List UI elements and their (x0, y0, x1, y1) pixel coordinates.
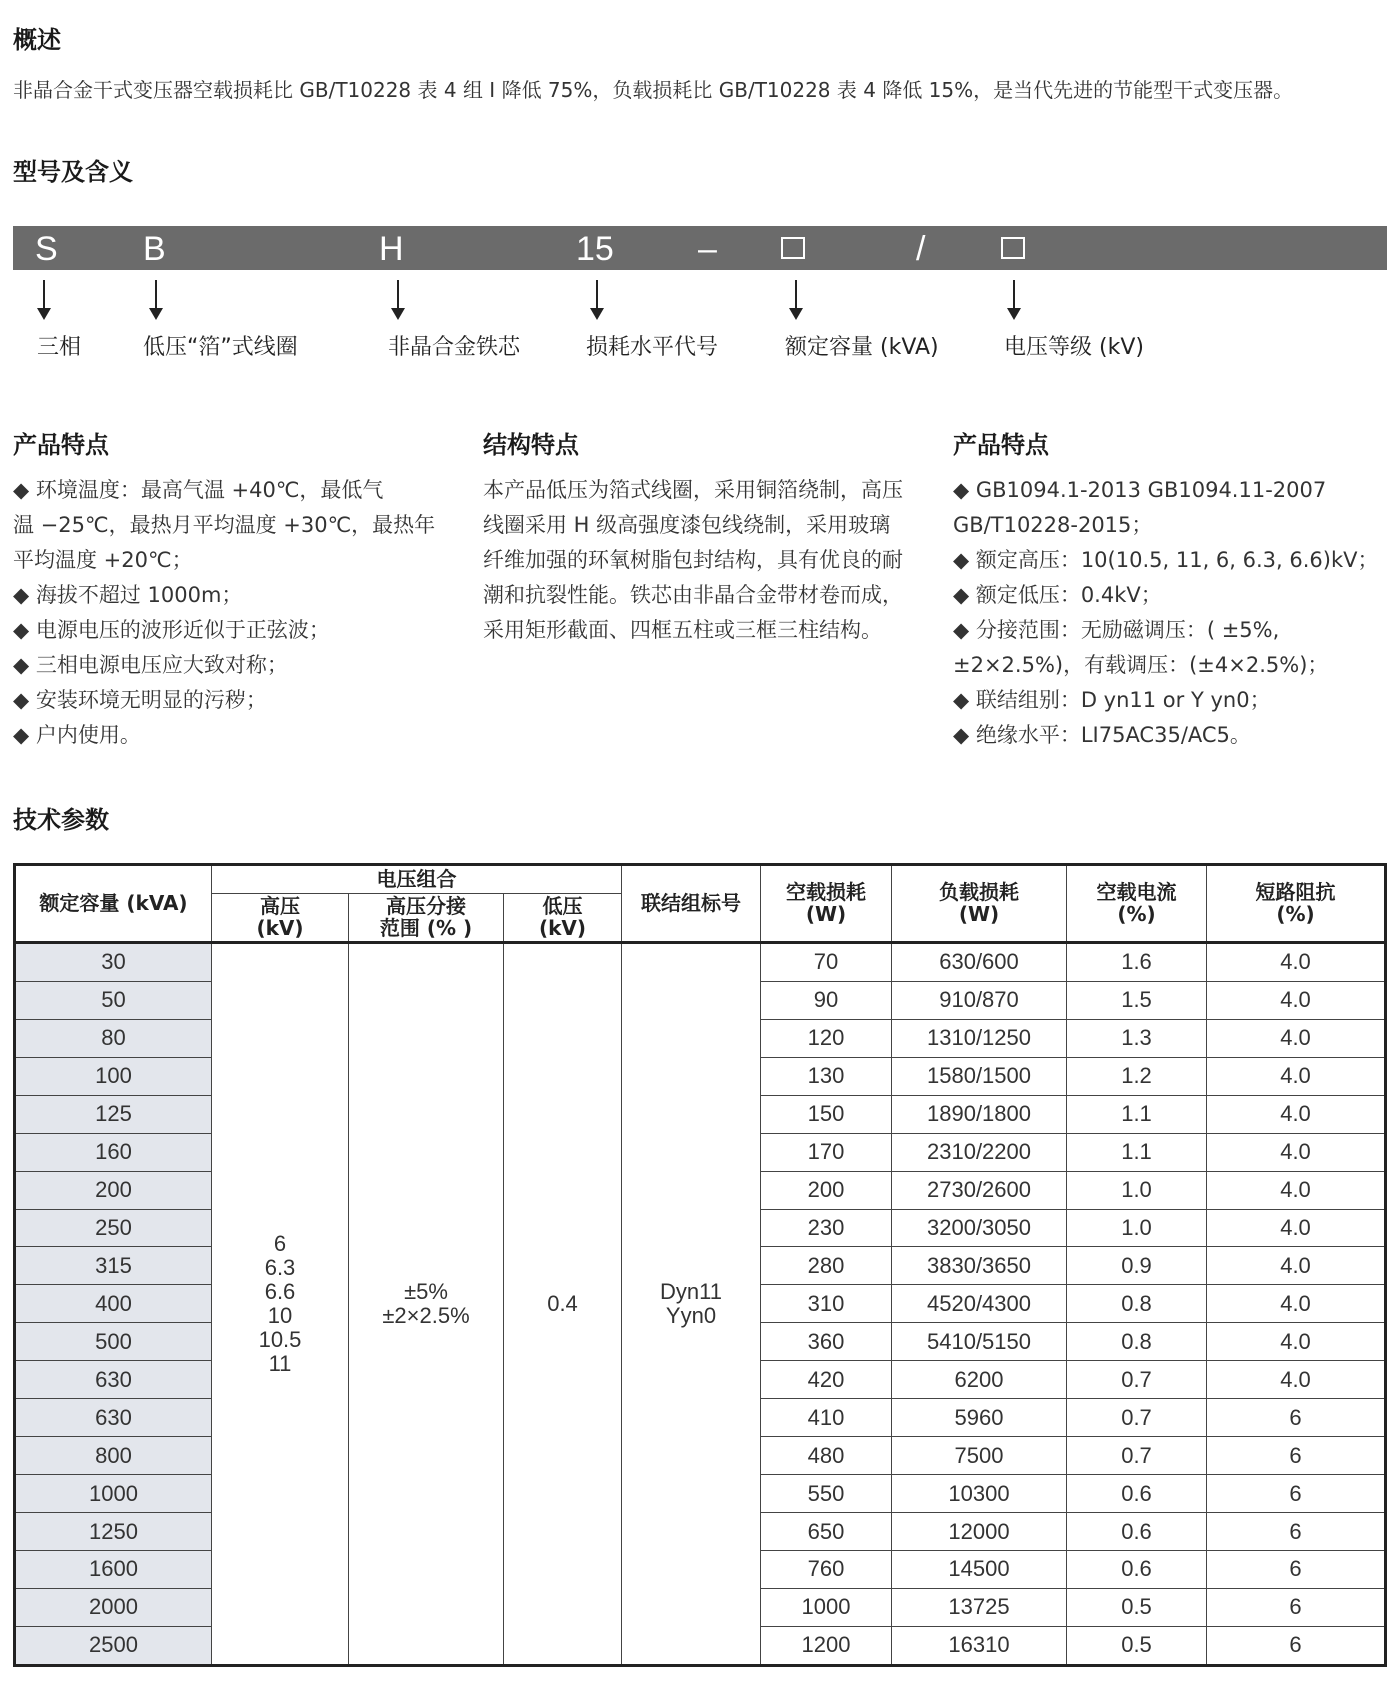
noload-current-cell: 0.6 (1067, 1475, 1207, 1513)
noload-current-cell: 0.6 (1067, 1513, 1207, 1551)
capacity-cell: 125 (15, 1095, 212, 1133)
lv-value-cell: 0.4 (504, 942, 622, 1665)
noload-loss-cell: 150 (761, 1095, 892, 1133)
standards-line: ◆ GB1094.1-2013 GB1094.11-2007 (953, 478, 1327, 502)
load-loss-header: 负载损耗 (W) (892, 865, 1067, 943)
load-loss-cell: 1580/1500 (892, 1057, 1067, 1095)
noload-current-header: 空载电流 (%) (1067, 865, 1207, 943)
capacity-cell: 1000 (15, 1475, 212, 1513)
tap-range-cell: ±5% ±2×2.5% (349, 942, 504, 1665)
features-line: 温 −25℃，最热月平均温度 +30℃，最热年 (13, 513, 436, 537)
noload-loss-cell: 200 (761, 1171, 892, 1209)
noload-current-cell: 1.1 (1067, 1095, 1207, 1133)
impedance-header: 短路阻抗 (%) (1207, 865, 1386, 943)
structure-text (483, 473, 903, 648)
lv-header: 低压 (kV) (504, 893, 622, 942)
capacity-cell: 315 (15, 1247, 212, 1285)
table-row (15, 942, 1386, 981)
standards-line: GB/T10228-2015； (953, 513, 1153, 537)
overview-title: 概述 (13, 26, 61, 54)
impedance-cell: 4.0 (1207, 1095, 1386, 1133)
capacity-cell: 100 (15, 1057, 212, 1095)
standards-line: ◆ 联结组别：D yn11 or Y yn0； (953, 688, 1271, 712)
noload-loss-cell: 90 (761, 981, 892, 1019)
load-loss-cell: 14500 (892, 1550, 1067, 1588)
load-loss-cell: 2730/2600 (892, 1171, 1067, 1209)
hv-header: 高压 (kV) (212, 893, 349, 942)
vector-group-cell: Dyn11 Yyn0 (622, 942, 761, 1665)
standards-line: ±2×2.5%)，有载调压：(±4×2.5%)； (953, 653, 1329, 677)
load-loss-cell: 7500 (892, 1437, 1067, 1475)
noload-loss-cell: 410 (761, 1399, 892, 1437)
tech-title: 技术参数 (13, 806, 109, 834)
code-h: H (379, 230, 404, 268)
noload-current-cell: 0.9 (1067, 1247, 1207, 1285)
tap-range-header: 高压分接 范围 (% ) (349, 893, 504, 942)
label-voltage-level: 电压等级 (kV) (1004, 335, 1144, 360)
capacity-placeholder-box (781, 237, 805, 259)
code-s: S (35, 230, 58, 268)
features-line: 平均温度 +20℃； (13, 548, 193, 572)
model-title: 型号及含义 (13, 158, 133, 186)
noload-current-cell: 0.5 (1067, 1626, 1207, 1665)
noload-loss-cell: 550 (761, 1475, 892, 1513)
hv-values-cell: 6 6.3 6.6 10 10.5 11 (212, 942, 349, 1665)
noload-current-cell: 1.5 (1067, 981, 1207, 1019)
noload-current-cell: 1.0 (1067, 1209, 1207, 1247)
noload-loss-cell: 650 (761, 1513, 892, 1551)
noload-current-cell: 0.8 (1067, 1285, 1207, 1323)
features-title: 产品特点 (13, 431, 109, 459)
noload-current-cell: 1.1 (1067, 1133, 1207, 1171)
impedance-cell: 6 (1207, 1550, 1386, 1588)
load-loss-cell: 6200 (892, 1361, 1067, 1399)
noload-loss-cell: 230 (761, 1209, 892, 1247)
impedance-cell: 4.0 (1207, 1171, 1386, 1209)
noload-loss-cell: 480 (761, 1437, 892, 1475)
capacity-cell: 630 (15, 1361, 212, 1399)
features-line: ◆ 安装环境无明显的污秽； (13, 688, 267, 712)
code-slash: / (916, 230, 926, 268)
impedance-cell: 6 (1207, 1399, 1386, 1437)
noload-current-cell: 0.6 (1067, 1550, 1207, 1588)
impedance-cell: 4.0 (1207, 1209, 1386, 1247)
noload-loss-cell: 1200 (761, 1626, 892, 1665)
features-line: ◆ 海拔不超过 1000m； (13, 583, 243, 607)
structure-line: 潮和抗裂性能。铁芯由非晶合金带材卷而成， (483, 583, 903, 607)
noload-current-cell: 1.6 (1067, 942, 1207, 981)
features-list (13, 473, 435, 753)
noload-loss-cell: 130 (761, 1057, 892, 1095)
impedance-cell: 4.0 (1207, 1285, 1386, 1323)
noload-current-cell: 0.7 (1067, 1399, 1207, 1437)
capacity-cell: 250 (15, 1209, 212, 1247)
load-loss-cell: 5960 (892, 1399, 1067, 1437)
impedance-cell: 4.0 (1207, 1057, 1386, 1095)
load-loss-cell: 3830/3650 (892, 1247, 1067, 1285)
structure-line: 纤维加强的环氧树脂包封结构，具有优良的耐 (483, 548, 903, 572)
structure-line: 本产品低压为箔式线圈，采用铜箔绕制，高压 (483, 478, 903, 502)
load-loss-cell: 2310/2200 (892, 1133, 1067, 1171)
label-rated-capacity: 额定容量 (kVA) (785, 335, 939, 360)
load-loss-cell: 1890/1800 (892, 1095, 1067, 1133)
label-loss-level: 损耗水平代号 (586, 335, 719, 360)
load-loss-cell: 4520/4300 (892, 1285, 1067, 1323)
capacity-header: 额定容量 (kVA) (15, 865, 212, 943)
impedance-cell: 4.0 (1207, 981, 1386, 1019)
noload-current-cell: 0.8 (1067, 1323, 1207, 1361)
standards-line: ◆ 额定高压：10(10.5, 11, 6, 6.3, 6.6)kV； (953, 548, 1379, 572)
capacity-cell: 630 (15, 1399, 212, 1437)
load-loss-cell: 12000 (892, 1513, 1067, 1551)
noload-loss-header: 空载损耗 (W) (761, 865, 892, 943)
impedance-cell: 6 (1207, 1626, 1386, 1665)
noload-loss-cell: 120 (761, 1019, 892, 1057)
load-loss-cell: 910/870 (892, 981, 1067, 1019)
noload-loss-cell: 1000 (761, 1588, 892, 1626)
overview-text: 非晶合金干式变压器空载损耗比 GB/T10228 表 4 组 I 降低 75%，负载损耗比 GB/T10228 表 4 降低 15%，是当代先进的节能型干式变压器。 (13, 78, 1294, 102)
code-dash: – (698, 230, 717, 268)
capacity-cell: 160 (15, 1133, 212, 1171)
structure-line: 采用矩形截面、四框五柱或三框三柱结构。 (483, 618, 882, 642)
load-loss-cell: 5410/5150 (892, 1323, 1067, 1361)
noload-loss-cell: 280 (761, 1247, 892, 1285)
capacity-cell: 800 (15, 1437, 212, 1475)
noload-current-cell: 1.3 (1067, 1019, 1207, 1057)
impedance-cell: 4.0 (1207, 1247, 1386, 1285)
noload-loss-cell: 420 (761, 1361, 892, 1399)
load-loss-cell: 13725 (892, 1588, 1067, 1626)
noload-current-cell: 0.7 (1067, 1361, 1207, 1399)
capacity-cell: 2000 (15, 1588, 212, 1626)
structure-line: 线圈采用 H 级高强度漆包线绕制，采用玻璃 (483, 513, 891, 537)
load-loss-cell: 10300 (892, 1475, 1067, 1513)
label-amorphous-core: 非晶合金铁芯 (388, 335, 521, 360)
noload-loss-cell: 310 (761, 1285, 892, 1323)
capacity-cell: 2500 (15, 1626, 212, 1665)
voltage-group-header: 电压组合 (212, 865, 622, 894)
noload-loss-cell: 360 (761, 1323, 892, 1361)
features-line: ◆ 环境温度：最高气温 +40℃，最低气 (13, 478, 384, 502)
capacity-cell: 1250 (15, 1513, 212, 1551)
noload-current-cell: 1.0 (1067, 1171, 1207, 1209)
impedance-cell: 4.0 (1207, 1361, 1386, 1399)
model-code-bar (13, 226, 1387, 270)
code-15: 15 (576, 230, 614, 268)
noload-loss-cell: 70 (761, 942, 892, 981)
capacity-cell: 200 (15, 1171, 212, 1209)
features-line: ◆ 户内使用。 (13, 723, 141, 747)
impedance-cell: 6 (1207, 1437, 1386, 1475)
capacity-cell: 80 (15, 1019, 212, 1057)
capacity-cell: 1600 (15, 1550, 212, 1588)
vector-group-header: 联结组标号 (622, 865, 761, 943)
noload-current-cell: 0.5 (1067, 1588, 1207, 1626)
code-b: B (143, 230, 166, 268)
impedance-cell: 6 (1207, 1513, 1386, 1551)
voltage-placeholder-box (1001, 237, 1025, 259)
structure-title: 结构特点 (483, 431, 579, 459)
standards-line: ◆ 分接范围：无励磁调压：( ±5%, (953, 618, 1280, 642)
features-line: ◆ 电源电压的波形近似于正弦波； (13, 618, 330, 642)
label-foil-winding: 低压“箔”式线圈 (143, 335, 298, 360)
noload-loss-cell: 760 (761, 1550, 892, 1588)
capacity-cell: 400 (15, 1285, 212, 1323)
impedance-cell: 6 (1207, 1475, 1386, 1513)
standards-list (953, 473, 1379, 753)
load-loss-cell: 3200/3050 (892, 1209, 1067, 1247)
impedance-cell: 6 (1207, 1588, 1386, 1626)
load-loss-cell: 1310/1250 (892, 1019, 1067, 1057)
capacity-cell: 500 (15, 1323, 212, 1361)
tech-params-table (13, 863, 1387, 1667)
impedance-cell: 4.0 (1207, 1323, 1386, 1361)
noload-loss-cell: 170 (761, 1133, 892, 1171)
capacity-cell: 30 (15, 942, 212, 981)
impedance-cell: 4.0 (1207, 1133, 1386, 1171)
impedance-cell: 4.0 (1207, 942, 1386, 981)
noload-current-cell: 1.2 (1067, 1057, 1207, 1095)
capacity-cell: 50 (15, 981, 212, 1019)
standards-line: ◆ 绝缘水平：LI75AC35/AC5。 (953, 723, 1251, 747)
label-three-phase: 三相 (37, 335, 82, 360)
standards-title: 产品特点 (953, 431, 1049, 459)
noload-current-cell: 0.7 (1067, 1437, 1207, 1475)
load-loss-cell: 16310 (892, 1626, 1067, 1665)
features-line: ◆ 三相电源电压应大致对称； (13, 653, 288, 677)
standards-line: ◆ 额定低压：0.4kV； (953, 583, 1162, 607)
impedance-cell: 4.0 (1207, 1019, 1386, 1057)
load-loss-cell: 630/600 (892, 942, 1067, 981)
